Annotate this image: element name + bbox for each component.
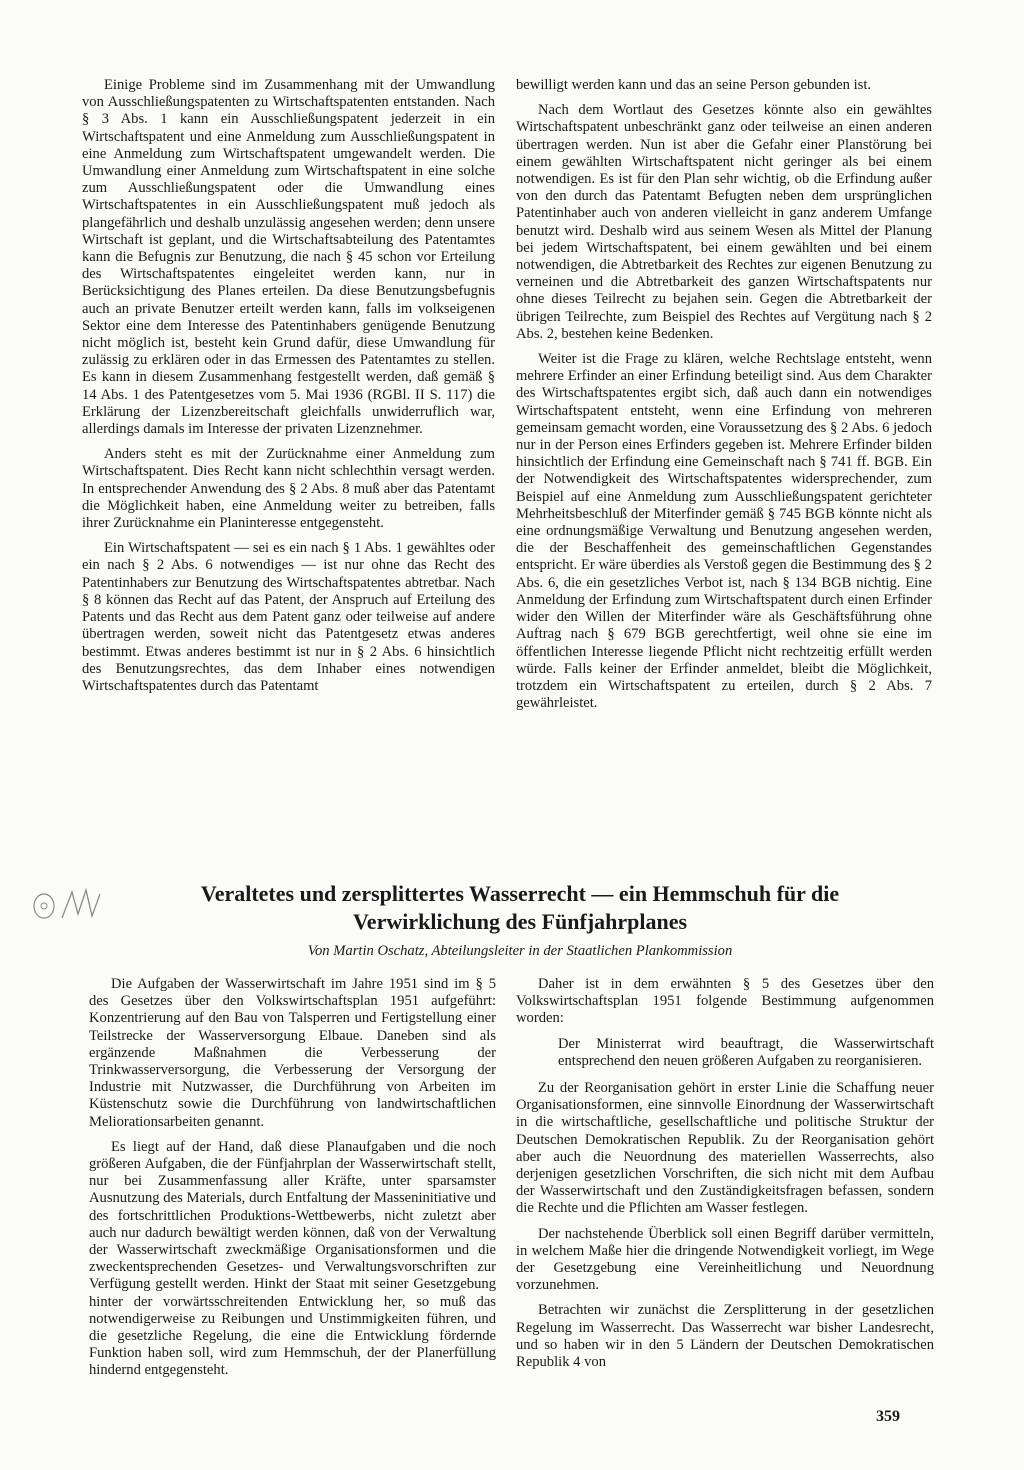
paragraph: Nach dem Wortlaut des Gesetzes könnte also ein gewähltes Wirtschaftspatent unbeschränkt ganz oder teilweise an einen anderen übertragen werden. Nun ist aber die Gefahr einer Planstörung bei einem gewählten Wirtschaftspatent nicht geringer als bei einem notwendigen. Es ist für den Plan sehr wichtig, ob die Erfindung außer von den durch das Patentamt Befugten neben dem ursprünglichen Patentinhaber auch von anderen vielleicht in ganz anderem Umfange benutzt wird. Deshalb wird aus seinem Wesen als Mittel der Planung bei jedem Wirtschaftspatent, bei einem gewählten und bei einem notwendigen, die Abtretbarkeit des Rechtes zur eigenen Benutzung zu verneinen und die Abtretbarkeit des ganzen Wirtschaftspatents nur ohne dieses Teilrecht zu bejahen sein. Gegen die Abtretbarkeit der übrigen Teilrechte, zum Beispiel des Rechtes auf Vergütung nach § 2 Abs. 2, bestehen keine Bedenken.: [516, 102, 932, 342]
handwritten-margin-mark: [28, 884, 118, 924]
paragraph: Ein Wirtschaftspatent — sei es ein nach § 1 Abs. 1 gewähltes oder ein nach § 2 Abs. 6 notwendiges — ist nur ohne das Recht des Patentinhabers zur Benutzung des Wirtschaftspatentes abtretbar. Nach § 8 können das Recht auf das Patent, der Anspruch auf Erteilung des Patents und das Recht aus dem Patent ganz oder teilweise auf andere übertragen werden, soweit nicht das Patentgesetz etwas anderes bestimmt. Etwas anderes bestimmt ist nur in § 2 Abs. 6 hinsichtlich des Benutzungsrechtes, das dem Inhaber eines notwendigen Wirtschaftspatentes durch das Patentamt: [82, 540, 495, 694]
paragraph-continuation: bewilligt werden kann und das an seine Person gebunden ist.: [516, 77, 872, 93]
paragraph: Weiter ist die Frage zu klären, welche Rechtslage entsteht, wenn mehrere Erfinder an einer Erfindung beteiligt sind. Aus dem Charakter des Wirtschaftspatentes ergibt sich, daß auch dann ein notwendiges Wirtschaftspatent entsteht, wenn eine Erfindung von mehreren gemeinsam gemacht worden, eine Voraussetzung des § 2 Abs. 6 jedoch nur in der Person eines Erfinders gegeben ist. Mehrere Erfinder bilden hinsichtlich der Erfindung eine Gemeinschaft nach § 741 ff. BGB. Ein der Notwendigkeit des Wirtschaftspatentes widersprechender, zum Beispiel auf eine Anmeldung zum Ausschließungspatent gerichteter Mehrheitsbeschluß der Miterfinder gemäß § 745 BGB könnte nicht als eine ordnungsmäßige Verwaltung und Benutzung angesehen werden, die der Beschaffenheit des gemeinschaftlichen Gegenstandes entspricht. Er wäre überdies als Verstoß gegen die Bestimmung des § 2 Abs. 6, die ein gesetzliches Verbot ist, nach § 134 BGB nichtig. Eine Anmeldung der Erfindung zum Wirtschaftspatent durch einen Erfinder wider den Willen der Miterfinder wäre als Geschäftsführung ohne Auftrag nach § 679 BGB gerechtfertigt, weil ohne sie eine im öffentlichen Interesse liegende Pflicht nicht rechtzeitig erfüllt werden würde. Falls keiner der Erfinder anmeldet, bleibt die Möglichkeit, trotzdem ein Wirtschaftspatent zu erteilen, durch § 2 Abs. 7 gewährleistet.: [516, 351, 932, 712]
article-headline: [110, 880, 930, 936]
top-right-column: [516, 77, 932, 720]
paragraph: Anders steht es mit der Zurücknahme einer Anmeldung zum Wirtschaftspatent. Dies Recht kann nicht schlechthin versagt werden. In entsprechender Anwendung des § 2 Abs. 8 muß aber das Patentamt die Möglichkeit haben, eine Anmeldung weiter zu betreiben, falls ihrer Zurücknahme ein Planinteresse entgegensteht.: [82, 446, 495, 532]
quoted-provision: Der Ministerrat wird beauftragt, die Wasserwirtschaft entsprechend den neuen größeren Aufgaben zu reorganisieren.: [558, 1035, 934, 1069]
headline-line-1: Veraltetes und zersplittertes Wasserrecht — ein Hemmschuh für die: [200, 881, 840, 906]
article-left-column: [89, 976, 496, 1388]
page-number: 359: [876, 1408, 900, 1425]
paragraph: Die Aufgaben der Wasserwirtschaft im Jahre 1951 sind im § 5 des Gesetzes über den Volkswirtschaftsplan 1951 aufgeführt: Konzentrierung auf den Bau von Talsperren und Fertigstellung einer Teilstrecke der Wasserversorgung Elbaue. Daneben sind als ergänzende Maßnahmen die Verbesserung der Trinkwasserversorgung, die Verbesserung der Versorgung der Industrie mit Nutzwasser, die Durchführung von Arbeiten im Küstenschutz sowie die Durchführung von landwirtschaftlichen Meliorationsarbeiten genannt.: [89, 976, 496, 1130]
headline-line-2: Verwirklichung des Fünfjahrplanes: [352, 909, 688, 934]
article-byline: Von Martin Oschatz, Abteilungsleiter in der Staatlichen Plankommission: [307, 943, 733, 959]
paragraph: Zu der Reorganisation gehört in erster Linie die Schaffung neuer Organisationsformen, eine sinnvolle Einordnung der Wasserwirtschaft in die wirtschaftliche, gesellschaftliche und politische Struktur der Deutschen Demokratischen Republik. Zu der Reorganisation gehört aber auch die Neuordnung des materiellen Wasserrechts, also derjenigen gesetzlichen Vorschriften, die sich nicht mit dem Aufbau der Wasserwirtschaft und den Zuständigkeitsfragen befassen, sondern die Rechte und die Pflichten am Wasser festlegen.: [516, 1080, 934, 1217]
paragraph: Einige Probleme sind im Zusammenhang mit der Umwandlung von Ausschließungspatenten zu Wirtschaftspatenten entstanden. Nach § 3 Abs. 1 kann ein Ausschließungspatent jederzeit in ein Wirtschaftspatent und eine Anmeldung zum Ausschließungspatent in eine Anmeldung zum Wirtschaftspatent umgewandelt werden. Die Umwandlung einer Anmeldung zum Wirtschaftspatent in eine solche zum Ausschließungspatent oder die Umwandlung eines Wirtschaftspatentes in ein Ausschließungspatent muß jedoch als plangefährlich und deshalb unzulässig angesehen werden; denn unsere Wirtschaft ist geplant, und die Wirtschaftsabteilung des Patentamtes kann die Befugnis zur Benutzung, die nach § 45 schon vor Erteilung des Wirtschaftspatentes eingeleitet werden kann, nur in Berücksichtigung des Planes erteilen. Da diese Benutzungsbefugnis auch an private Benutzer erteilt werden kann, falls im volkseigenen Sektor eine dem Interesse des Patentinhabers genügende Benutzung nicht möglich ist, besteht kein Grund dafür, diese Umwandlung für zulässig zu erklären oder in das Ermessen des Patentamtes zu stellen. Es kann in diesem Zusammenhang festgestellt werden, daß gemäß § 14 Abs. 1 des Patentgesetzes vom 5. Mai 1936 (RGBl. II S. 117) die Erklärung der Lizenzbereitschaft gleichfalls unwiderruflich war, allerdings damals im Interesse der privaten Lizenznehmer.: [82, 77, 495, 438]
paragraph: Es liegt auf der Hand, daß diese Planaufgaben und die noch größeren Aufgaben, die der Fünfjahrplan der Wasserwirtschaft stellt, nur bei Zusammenfassung aller Kräfte, unter sparsamster Ausnutzung des Materials, durch Entfaltung der Masseninitiative und des fortschrittlichen Produktions-Wettbewerbs, nicht zuletzt aber auch nur dadurch bewältigt werden können, daß von der Verwaltung der Wasserwirtschaft zweckmäßige Organisationsformen und die zweckentsprechenden Gesetzes- und Verwaltungsvorschriften zur Verfügung gestellt werden. Hinkt der Staat mit seiner Gesetzgebung hinter der vorwärtsschreitenden Entwicklung her, so muß das notwendigerweise zu Reibungen und Unstimmigkeiten führen, und die gesetzliche Regelung, die eine die Entwicklung fördernde Funktion haben soll, wird zum Hemmschuh, der der Planerfüllung hindernd entgegensteht.: [89, 1138, 496, 1379]
paragraph: Betrachten wir zunächst die Zersplitterung in der gesetzlichen Regelung im Wasserrecht. Das Wasserrecht war bisher Landesrecht, und so haben wir in den 5 Ländern der Deutschen Demokratischen Republik 4 von: [516, 1302, 934, 1371]
paragraph: Daher ist in dem erwähnten § 5 des Gesetzes über den Volkswirtschaftsplan 1951 folgende Bestimmung aufgenommen worden:: [516, 976, 934, 1027]
paragraph: Der nachstehende Überblick soll einen Begriff darüber vermitteln, in welchem Maße hier die dringende Notwendigkeit vorliegt, im Wege der Gesetzgebung eine Vereinheitlichung und Neuordnung vorzunehmen.: [516, 1225, 934, 1294]
article-right-column: [516, 976, 934, 1379]
top-left-column: [82, 77, 495, 703]
